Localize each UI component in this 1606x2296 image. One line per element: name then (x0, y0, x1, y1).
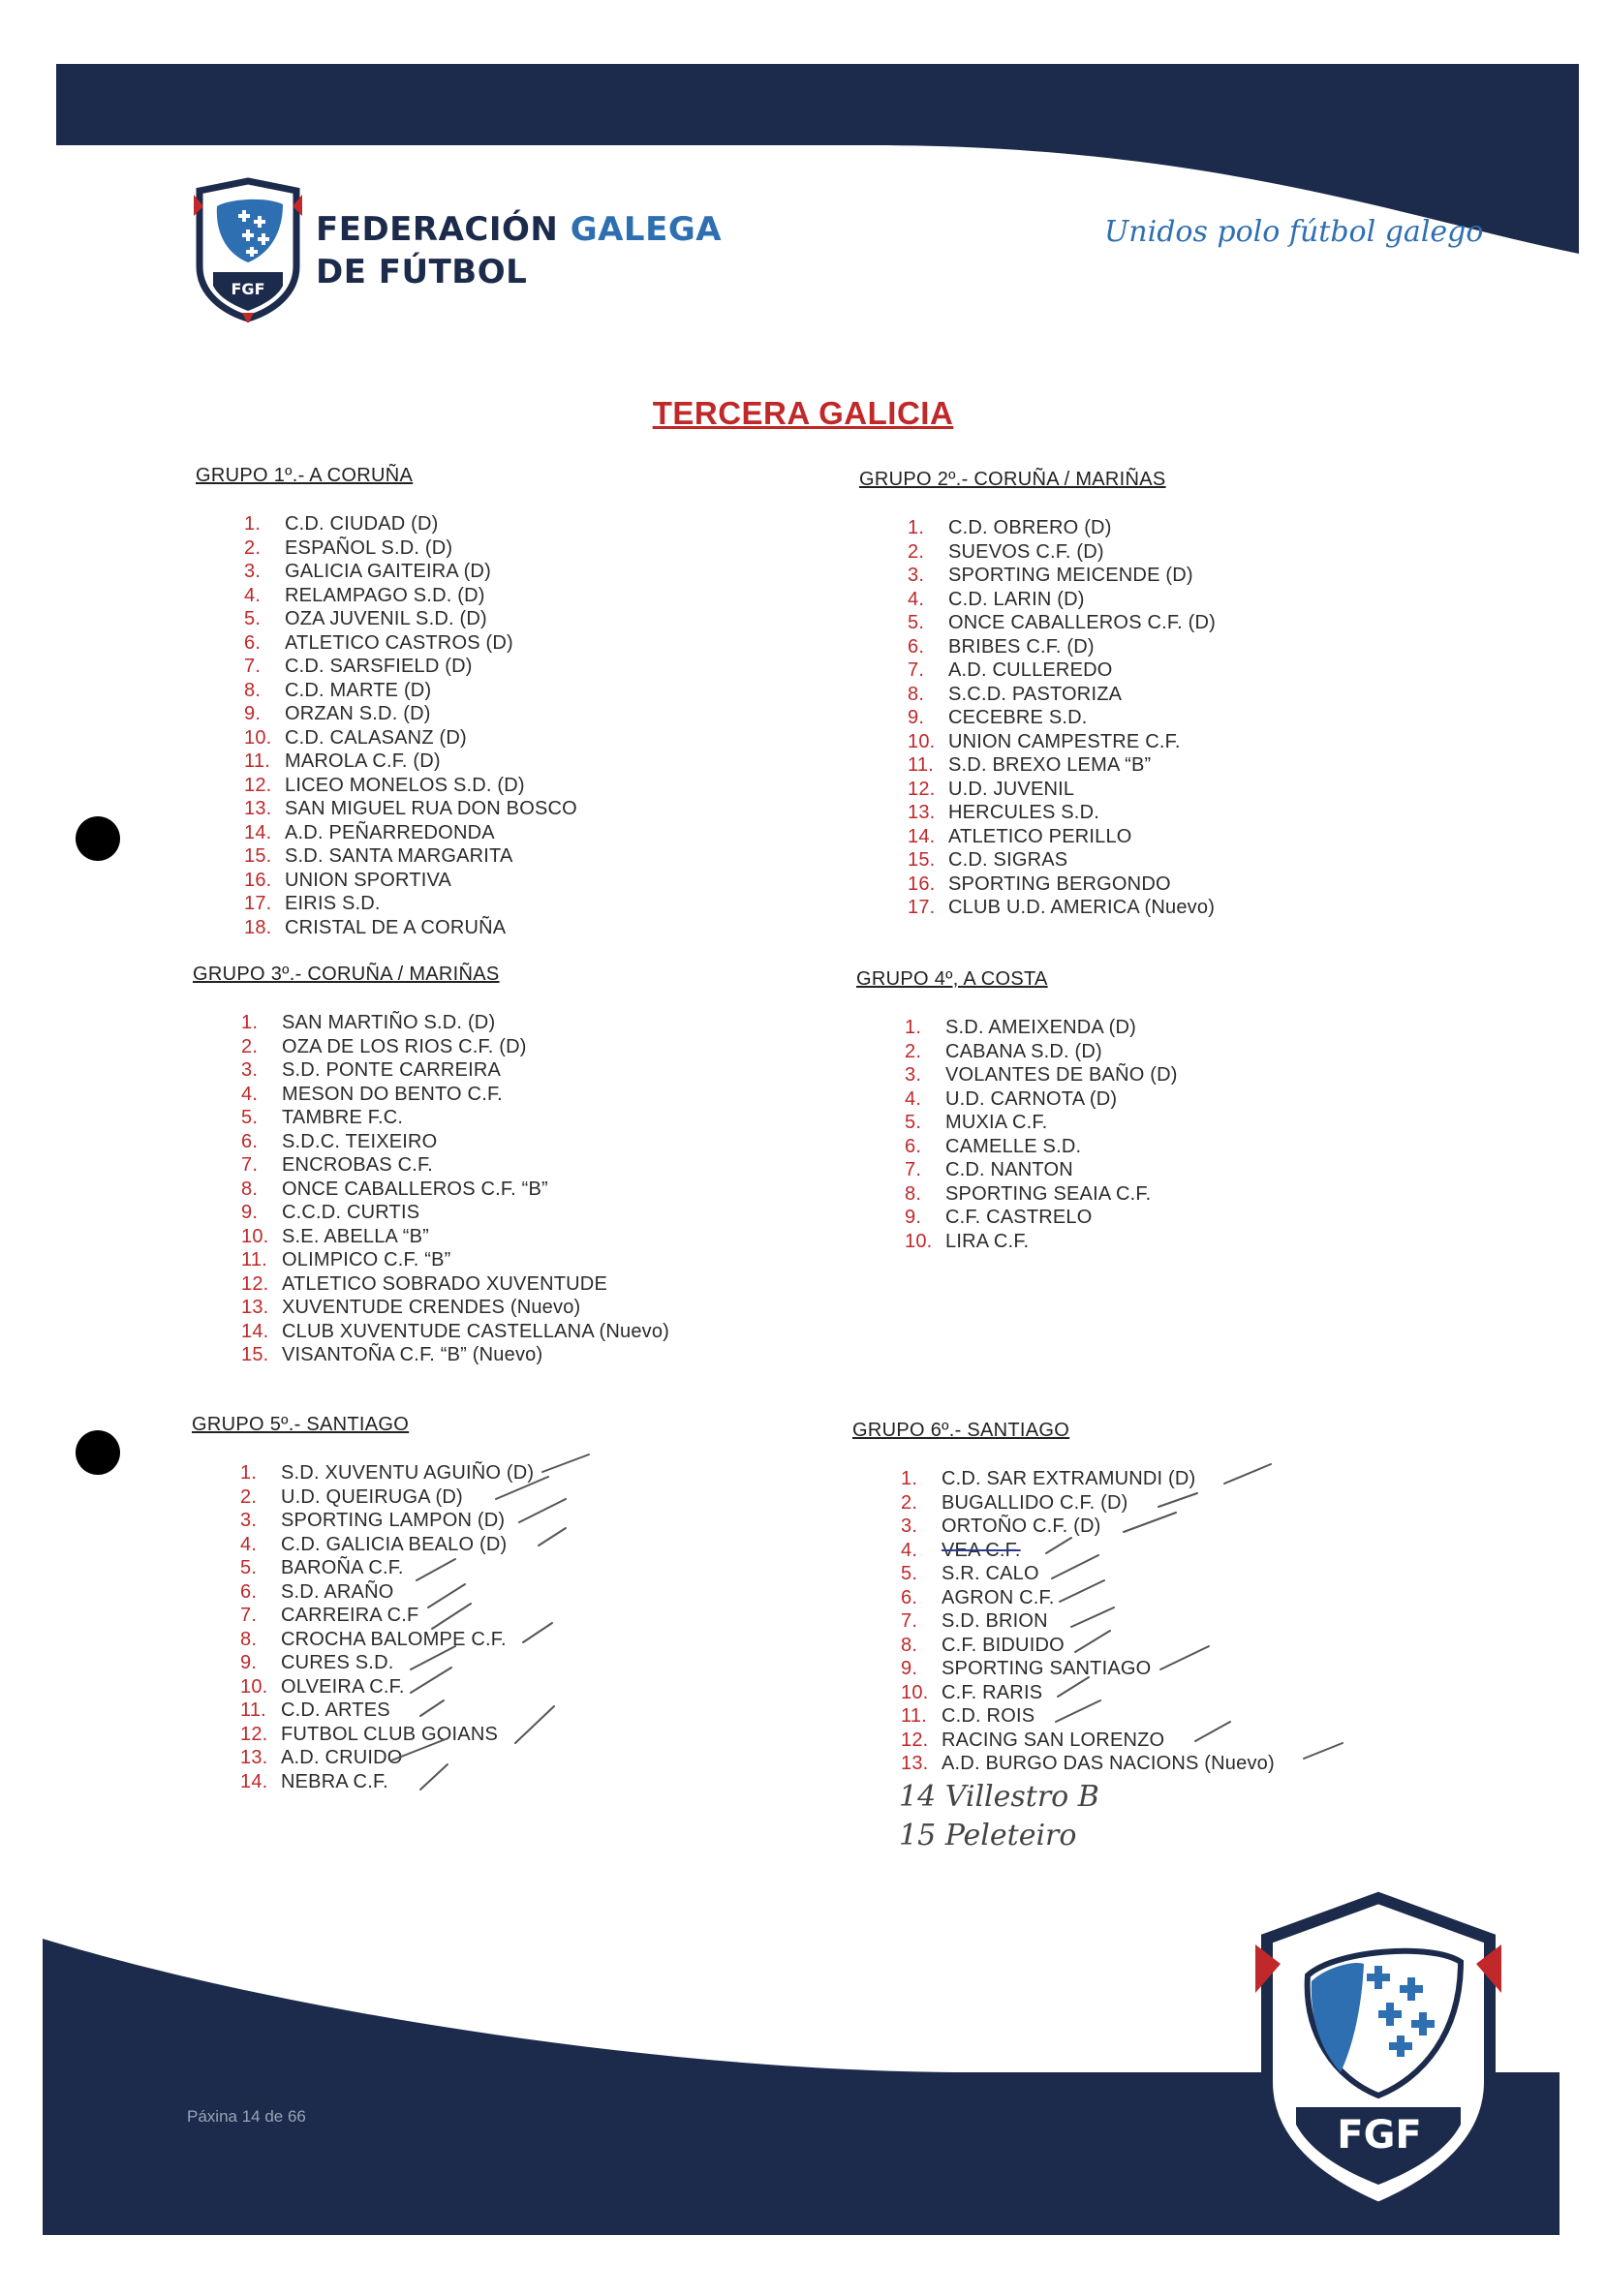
item-number: 8. (901, 1634, 918, 1656)
team-name: SPORTING SEAIA C.F. (945, 1182, 1152, 1205)
list-item (901, 1539, 1275, 1563)
list-item (908, 635, 1216, 659)
item-number: 9. (908, 707, 925, 728)
team-name: ORTOÑO C.F. (D) (942, 1515, 1101, 1537)
team-name: C.D. SAR EXTRAMUNDI (D) (942, 1468, 1196, 1489)
list-item (244, 631, 577, 656)
team-name: CAMELLE S.D. (945, 1135, 1082, 1157)
team-list (852, 1467, 1275, 1776)
team-name: ATLETICO CASTROS (D) (285, 631, 513, 654)
item-number: 9. (905, 1207, 922, 1228)
item-number: 12. (241, 1272, 269, 1295)
team-name: S.D. BREXO LEMA “B” (948, 754, 1152, 776)
list-item (244, 869, 577, 893)
list-item (905, 1087, 1178, 1112)
list-item (240, 1675, 534, 1699)
team-name: S.D. XUVENTU AGUIÑO (D) (281, 1462, 535, 1484)
list-item (244, 536, 577, 561)
team-name: CURES S.D. (281, 1652, 394, 1673)
brand-name-federacion: FEDERACIÓN (316, 210, 559, 249)
list-item (908, 564, 1216, 588)
handwritten-note-14: 14 Villestro B (899, 1780, 1099, 1814)
item-number: 3. (901, 1515, 918, 1537)
list-item (244, 844, 577, 869)
item-number: 14. (908, 825, 936, 847)
team-list (859, 516, 1216, 920)
team-name: CLUB XUVENTUDE CASTELLANA (Nuevo) (282, 1320, 670, 1342)
punch-hole (76, 1430, 120, 1475)
team-name: AGRON C.F. (942, 1586, 1055, 1608)
item-number: 11. (244, 750, 270, 772)
team-name: S.E. ABELLA “B” (282, 1225, 429, 1247)
item-number: 10. (241, 1225, 269, 1247)
handwritten-note-15: 15 Peleteiro (899, 1819, 1077, 1852)
list-item (240, 1485, 534, 1510)
item-number: 7. (908, 659, 925, 681)
item-number: 6. (241, 1130, 259, 1152)
team-name: CARREIRA C.F (281, 1605, 419, 1626)
team-name: A.D. BURGO DAS NACIONS (Nuevo) (942, 1753, 1275, 1774)
team-name: C.F. RARIS (942, 1681, 1043, 1703)
item-number: 12. (244, 774, 272, 796)
team-name: ATLETICO SOBRADO XUVENTUDE (282, 1272, 607, 1295)
item-number: 6. (908, 635, 925, 658)
item-number: 2. (905, 1040, 922, 1062)
list-item (241, 1035, 669, 1059)
team-name: C.C.D. CURTIS (282, 1202, 420, 1223)
team-name: RACING SAN LORENZO (942, 1729, 1165, 1751)
list-item (908, 872, 1216, 897)
team-name: BRIBES C.F. (D) (948, 635, 1095, 658)
team-name: ORZAN S.D. (D) (285, 703, 431, 724)
list-item (908, 896, 1216, 920)
team-name: S.D.C. TEIXEIRO (282, 1130, 438, 1152)
item-number: 11. (901, 1705, 927, 1727)
footer-logo-initials: FGF (1337, 2113, 1422, 2158)
list-item (241, 1248, 669, 1272)
team-name: SPORTING LAMPON (D) (281, 1510, 506, 1531)
team-name: HERCULES S.D. (948, 802, 1099, 823)
list-item (905, 1158, 1178, 1182)
list-item (901, 1634, 1275, 1658)
list-item (240, 1651, 534, 1675)
team-name: RELAMPAGO S.D. (D) (285, 584, 485, 606)
list-item (240, 1533, 534, 1557)
item-number: 3. (244, 561, 262, 582)
team-name: S.D. AMEIXENDA (D) (945, 1017, 1136, 1038)
team-name: TAMBRE F.C. (282, 1107, 404, 1128)
group-2 (859, 469, 1216, 920)
team-name: SUEVOS C.F. (D) (948, 540, 1104, 563)
list-item (241, 1296, 669, 1320)
team-name: CABANA S.D. (D) (945, 1040, 1102, 1062)
item-number: 16. (908, 872, 936, 895)
team-name: C.D. SIGRAS (948, 849, 1068, 871)
item-number: 10. (901, 1681, 929, 1703)
team-name: MESON DO BENTO C.F. (282, 1083, 503, 1105)
list-item (244, 584, 577, 608)
list-item (905, 1230, 1178, 1254)
item-number: 14. (240, 1770, 268, 1792)
item-number: 5. (241, 1107, 259, 1128)
list-item (908, 730, 1216, 754)
item-number: 5. (244, 608, 262, 629)
item-number: 5. (901, 1563, 918, 1584)
team-name: MAROLA C.F. (D) (285, 750, 441, 772)
list-item (240, 1509, 534, 1533)
list-item (901, 1729, 1275, 1753)
page-number: Páxina 14 de 66 (187, 2107, 306, 2126)
item-number: 15. (244, 845, 272, 867)
item-number: 9. (901, 1658, 918, 1679)
item-number: 7. (901, 1610, 918, 1632)
item-number: 16. (244, 869, 272, 891)
page-title: TERCERA GALICIA (652, 395, 954, 431)
item-number: 17. (244, 893, 272, 914)
item-number: 2. (244, 536, 262, 559)
team-name: SAN MARTIÑO S.D. (D) (282, 1012, 496, 1033)
brand-name-galega: GALEGA (570, 210, 723, 249)
list-item (240, 1461, 534, 1485)
item-number: 1. (908, 517, 925, 538)
list-item (908, 801, 1216, 825)
item-number: 6. (905, 1135, 922, 1157)
list-item (240, 1770, 534, 1794)
team-name: UNION SPORTIVA (285, 869, 452, 891)
list-item (240, 1580, 534, 1605)
item-number: 11. (240, 1699, 266, 1721)
item-number: 10. (244, 726, 272, 749)
team-name: LIRA C.F. (945, 1230, 1030, 1252)
list-item (905, 1182, 1178, 1207)
team-name: C.D. ARTES (281, 1699, 390, 1721)
team-name: VISANTOÑA C.F. “B” (Nuevo) (282, 1344, 543, 1365)
brand-name-line2: DE FÚTBOL (316, 253, 528, 291)
team-name: S.D. PONTE CARREIRA (282, 1059, 502, 1081)
list-item (241, 1225, 669, 1249)
item-number: 14. (241, 1320, 269, 1342)
team-name: OLIMPICO C.F. “B” (282, 1249, 451, 1270)
group-title: GRUPO 1º.- A CORUÑA (196, 465, 414, 486)
team-name: S.D. SANTA MARGARITA (285, 845, 513, 867)
team-name: C.F. BIDUIDO (942, 1634, 1065, 1656)
team-name: ENCROBAS C.F. (282, 1154, 433, 1176)
fgf-shield-icon (190, 177, 306, 322)
list-item (908, 540, 1216, 565)
item-number: 7. (905, 1159, 922, 1180)
item-number: 8. (240, 1628, 258, 1650)
list-item (244, 679, 577, 703)
list-item (241, 1272, 669, 1297)
list-item (241, 1343, 669, 1367)
list-item (241, 1130, 669, 1154)
item-number: 3. (240, 1510, 258, 1531)
list-item (244, 892, 577, 916)
group-title: GRUPO 4º, A COSTA (856, 968, 1048, 990)
group-title: GRUPO 2º.- CORUÑA / MARIÑAS (859, 469, 1166, 490)
list-item (244, 655, 577, 679)
team-name: BUGALLIDO C.F. (D) (942, 1491, 1128, 1514)
item-number: 13. (244, 798, 272, 819)
group-title: GRUPO 5º.- SANTIAGO (192, 1414, 410, 1435)
punch-hole (76, 816, 120, 861)
team-name: S.D. BRION (942, 1610, 1048, 1632)
list-item (908, 778, 1216, 802)
list-item (908, 516, 1216, 540)
group-5 (192, 1414, 534, 1793)
list-item (901, 1609, 1275, 1634)
team-name: GALICIA GAITEIRA (D) (285, 561, 491, 582)
team-name: CROCHA BALOMPE C.F. (281, 1628, 507, 1650)
team-name: U.D. JUVENIL (948, 778, 1075, 800)
team-name: CLUB U.D. AMERICA (Nuevo) (948, 897, 1216, 918)
team-name: NEBRA C.F. (281, 1770, 388, 1792)
team-name: OZA DE LOS RIOS C.F. (D) (282, 1035, 527, 1057)
team-name: C.D. CIUDAD (D) (285, 513, 439, 535)
team-name: C.D. GALICIA BEALO (D) (281, 1533, 508, 1555)
list-item (908, 588, 1216, 612)
list-item (241, 1320, 669, 1344)
list-item (244, 916, 577, 940)
team-name: SPORTING SANTIAGO (942, 1658, 1152, 1679)
item-number: 3. (241, 1059, 259, 1081)
item-number: 6. (901, 1586, 918, 1608)
team-name: C.D. MARTE (D) (285, 679, 432, 701)
list-item (240, 1556, 534, 1580)
team-name: ESPAÑOL S.D. (D) (285, 536, 453, 559)
fgf-shield-large-icon (1248, 1888, 1509, 2218)
item-number: 4. (908, 588, 925, 610)
item-number: 13. (901, 1753, 929, 1774)
list-item (908, 848, 1216, 872)
list-item (244, 750, 577, 774)
team-name: C.D. OBRERO (D) (948, 517, 1112, 538)
team-list (193, 1011, 669, 1367)
group-title: GRUPO 6º.- SANTIAGO (852, 1420, 1070, 1441)
item-number: 15. (908, 849, 936, 871)
list-item (905, 1063, 1178, 1087)
team-name: S.R. CALO (942, 1563, 1039, 1584)
team-name: UNION CAMPESTRE C.F. (948, 730, 1181, 752)
team-name: ONCE CABALLEROS C.F. (D) (948, 612, 1216, 633)
team-name: MUXIA C.F. (945, 1112, 1048, 1133)
item-number: 2. (901, 1491, 918, 1514)
team-name: EIRIS S.D. (285, 893, 381, 914)
list-item (908, 683, 1216, 707)
item-number: 10. (908, 730, 936, 752)
team-name: SPORTING BERGONDO (948, 872, 1171, 895)
item-number: 1. (240, 1462, 258, 1484)
list-item (901, 1586, 1275, 1610)
team-name: A.D. CRUIDO (281, 1747, 403, 1768)
list-item (241, 1153, 669, 1178)
item-number: 3. (905, 1064, 922, 1086)
team-name: BAROÑA C.F. (281, 1557, 404, 1578)
list-item (244, 821, 577, 845)
list-item (244, 607, 577, 631)
item-number: 13. (908, 802, 936, 823)
list-item (241, 1011, 669, 1035)
item-number: 17. (908, 897, 936, 918)
team-name: A.D. PEÑARREDONDA (285, 821, 495, 843)
item-number: 11. (241, 1249, 267, 1270)
item-number: 6. (240, 1580, 258, 1603)
list-item (241, 1058, 669, 1083)
item-number: 5. (908, 612, 925, 633)
team-name: SAN MIGUEL RUA DON BOSCO (285, 798, 577, 819)
team-name: C.F. CASTRELO (945, 1207, 1093, 1228)
team-list (196, 512, 577, 939)
team-list (856, 1016, 1178, 1253)
list-item (241, 1083, 669, 1107)
list-item (905, 1206, 1178, 1230)
team-list (192, 1461, 534, 1793)
item-number: 4. (240, 1533, 258, 1555)
team-name: U.D. CARNOTA (D) (945, 1087, 1118, 1110)
team-name: ATLETICO PERILLO (948, 825, 1132, 847)
list-item (901, 1467, 1275, 1491)
slogan: Unidos polo fútbol galego (1104, 215, 1484, 249)
team-name: VEA C.F. (942, 1539, 1021, 1561)
team-name: A.D. CULLEREDO (948, 659, 1113, 681)
team-name: C.D. NANTON (945, 1159, 1073, 1180)
list-item (244, 560, 577, 584)
item-number: 4. (905, 1087, 922, 1110)
list-item (244, 512, 577, 536)
list-item (240, 1628, 534, 1652)
item-number: 3. (908, 565, 925, 586)
item-number: 7. (240, 1605, 258, 1626)
list-item (905, 1040, 1178, 1064)
item-number: 18. (244, 916, 272, 938)
item-number: 4. (244, 584, 262, 606)
item-number: 4. (901, 1539, 918, 1561)
item-number: 10. (905, 1230, 933, 1252)
team-name: S.D. ARAÑO (281, 1580, 394, 1603)
team-name: CRISTAL DE A CORUÑA (285, 916, 507, 938)
list-item (908, 706, 1216, 730)
item-number: 1. (901, 1468, 918, 1489)
list-item (905, 1016, 1178, 1040)
group-4 (856, 968, 1178, 1253)
list-item (240, 1723, 534, 1747)
item-number: 2. (241, 1035, 259, 1057)
team-name: FUTBOL CLUB GOIANS (281, 1723, 499, 1745)
list-item (901, 1515, 1275, 1539)
list-item (901, 1752, 1275, 1776)
item-number: 7. (244, 656, 262, 677)
item-number: 11. (908, 754, 934, 776)
item-number: 12. (908, 778, 936, 800)
list-item (241, 1201, 669, 1225)
item-number: 1. (244, 513, 262, 535)
team-name: VOLANTES DE BAÑO (D) (945, 1064, 1178, 1086)
group-6 (852, 1420, 1275, 1776)
list-item (908, 611, 1216, 635)
item-number: 5. (905, 1112, 922, 1133)
team-name: C.D. SARSFIELD (D) (285, 656, 473, 677)
item-number: 5. (240, 1557, 258, 1578)
list-item (241, 1106, 669, 1130)
item-number: 12. (901, 1729, 929, 1751)
team-name: C.D. ROIS (942, 1705, 1035, 1727)
item-number: 10. (240, 1675, 268, 1698)
team-name: CECEBRE S.D. (948, 707, 1088, 728)
group-title: GRUPO 3º.- CORUÑA / MARIÑAS (193, 964, 500, 985)
list-item (901, 1657, 1275, 1681)
item-number: 7. (241, 1154, 259, 1176)
team-name: OLVEIRA C.F. (281, 1675, 405, 1698)
list-item (240, 1699, 534, 1723)
list-item (901, 1562, 1275, 1586)
list-item (901, 1681, 1275, 1705)
list-item (244, 726, 577, 750)
list-item (240, 1746, 534, 1770)
list-item (241, 1178, 669, 1202)
item-number: 8. (241, 1178, 259, 1200)
item-number: 13. (241, 1297, 269, 1318)
team-name: U.D. QUEIRUGA (D) (281, 1485, 463, 1508)
federation-logo (190, 177, 723, 322)
team-name: SPORTING MEICENDE (D) (948, 565, 1193, 586)
item-number: 8. (244, 679, 262, 701)
item-number: 15. (241, 1344, 269, 1365)
brand-name-line1 (316, 210, 722, 249)
list-item (240, 1604, 534, 1628)
item-number: 2. (240, 1485, 258, 1508)
item-number: 4. (241, 1083, 259, 1105)
item-number: 9. (244, 703, 262, 724)
list-item (905, 1135, 1178, 1159)
list-item (908, 825, 1216, 849)
logo-initials: FGF (231, 280, 265, 298)
item-number: 9. (240, 1652, 258, 1673)
team-name: S.C.D. PASTORIZA (948, 683, 1123, 705)
list-item (908, 753, 1216, 778)
list-item (901, 1704, 1275, 1729)
item-number: 8. (905, 1182, 922, 1205)
group-3 (193, 964, 669, 1367)
item-number: 14. (244, 821, 272, 843)
list-item (244, 702, 577, 726)
item-number: 9. (241, 1202, 259, 1223)
item-number: 13. (240, 1747, 268, 1768)
list-item (908, 658, 1216, 683)
list-item (905, 1111, 1178, 1135)
team-name: LICEO MONELOS S.D. (D) (285, 774, 525, 796)
team-name: C.D. LARIN (D) (948, 588, 1085, 610)
item-number: 1. (241, 1012, 259, 1033)
team-name: OZA JUVENIL S.D. (D) (285, 608, 487, 629)
team-name: C.D. CALASANZ (D) (285, 726, 467, 749)
item-number: 12. (240, 1723, 268, 1745)
item-number: 8. (908, 683, 925, 705)
team-name: ONCE CABALLEROS C.F. “B” (282, 1178, 548, 1200)
list-item (901, 1491, 1275, 1515)
list-item (244, 774, 577, 798)
team-name: XUVENTUDE CRENDES (Nuevo) (282, 1297, 581, 1318)
item-number: 6. (244, 631, 262, 654)
group-1 (196, 465, 577, 939)
item-number: 1. (905, 1017, 922, 1038)
item-number: 2. (908, 540, 925, 563)
list-item (244, 797, 577, 821)
